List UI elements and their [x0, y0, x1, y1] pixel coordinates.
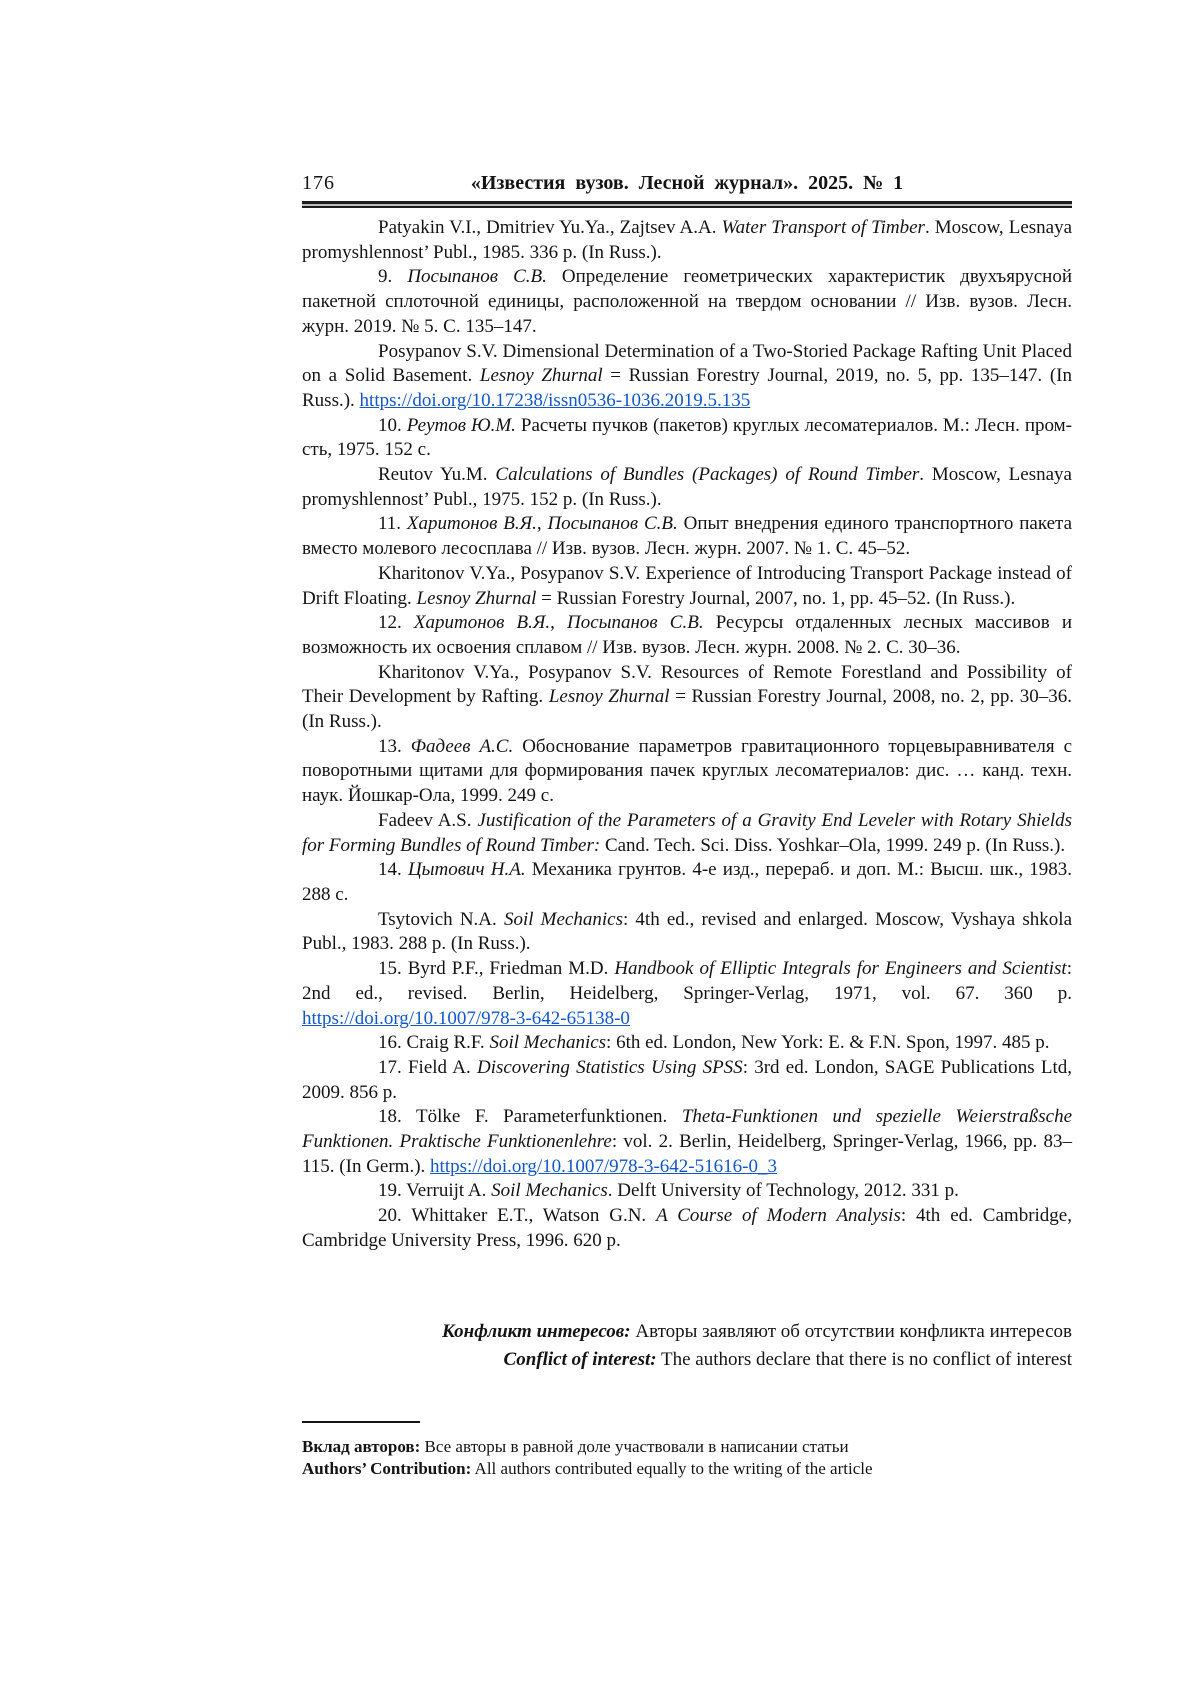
- footnote-rule: [302, 1421, 420, 1423]
- reference-paragraph: [302, 463, 1072, 512]
- contribution-en-label: Authors’ Contribution:: [302, 1458, 472, 1478]
- reference-italic-text: Цытович Н.А.: [407, 859, 526, 881]
- contribution-en-line: [302, 1458, 1092, 1480]
- reference-text: Posypanov S.V. Dimensional Determination of a Two-Storied Package Rafting Unit Placed on a Solid Basement.: [302, 340, 1072, 387]
- conflict-en-label: Conflict of interest:: [503, 1349, 657, 1370]
- reference-italic-text: Water Transport of Timber: [721, 217, 925, 238]
- reference-paragraph: [302, 562, 1072, 611]
- reference-text: . Moscow, Lesnaya promyshlennost’ Publ., 1985. 336 p. (In Russ.).: [302, 217, 1073, 263]
- authors-contribution-block: [302, 1436, 1092, 1479]
- reference-italic-text: Theta-Funktionen und spezielle Weierstraßsche Funktionen. Praktische Funktionenlehre: [302, 1106, 1072, 1153]
- reference-paragraph: [302, 1105, 1072, 1179]
- reference-paragraph: [302, 265, 1072, 339]
- reference-text: 17. Field A.: [378, 1056, 477, 1078]
- reference-text: 14.: [378, 859, 408, 881]
- reference-italic-text: Soil Mechanics: [503, 908, 623, 930]
- reference-paragraph: [302, 340, 1072, 414]
- reference-italic-text: Посыпанов С.В.: [407, 266, 547, 288]
- reference-paragraph: [302, 1204, 1072, 1253]
- reference-paragraph: [302, 735, 1072, 809]
- reference-paragraph: [302, 1056, 1072, 1105]
- reference-italic-text: A Course of Modern Analysis: [656, 1205, 901, 1227]
- reference-text: 10.: [378, 414, 407, 436]
- reference-paragraph: [302, 611, 1072, 660]
- reference-italic-text: Soil Mechanics: [489, 1032, 607, 1054]
- reference-italic-text: Lesnoy Zhurnal: [479, 365, 603, 387]
- reference-paragraph: [302, 661, 1072, 735]
- reference-paragraph: [302, 414, 1072, 463]
- reference-paragraph: [302, 1031, 1072, 1056]
- page-header: [302, 170, 1072, 196]
- reference-text: 9.: [378, 266, 408, 288]
- reference-text: . Moscow, Lesnaya promyshlennost’ Publ., 1975. 152 p. (In Russ.).: [302, 464, 1072, 510]
- reference-text: 20. Whittaker E.T., Watson G.N.: [378, 1205, 657, 1227]
- conflict-en-text: The authors declare that there is no conflict of interest: [661, 1349, 1072, 1370]
- reference-paragraph: [302, 216, 1072, 265]
- reference-text: Обоснование параметров гравитационного торцевыравнивателя с поворотными щитами для формирования пачек круглых лесоматериалов: дис. … канд. техн. наук. Йошкар-Ола, 1999. 249 с.: [302, 735, 1073, 807]
- reference-text: 18. Tölke F. Parameterfunktionen.: [378, 1106, 682, 1128]
- conflict-ru-label: Конфликт интересов:: [442, 1321, 631, 1342]
- reference-text: : 3rd ed. London, SAGE Publications Ltd, 2009. 856 p.: [302, 1056, 1072, 1103]
- conflict-ru-line: [302, 1318, 1072, 1346]
- reference-text: Tsytovich N.A.: [378, 908, 504, 930]
- reference-text: 11.: [378, 513, 407, 535]
- doi-link[interactable]: https://doi.org/10.1007/978-3-642-51616-0_3: [430, 1155, 777, 1177]
- reference-text: Fadeev A.S.: [378, 809, 478, 831]
- contribution-ru-line: [302, 1436, 1092, 1458]
- reference-italic-text: Реутов Ю.М.: [406, 414, 516, 436]
- reference-text: 12.: [378, 612, 414, 634]
- reference-text: 15. Byrd P.F., Friedman M.D.: [378, 958, 615, 980]
- reference-text: Ресурсы отдаленных лесных массивов и возможность их освоения сплавом // Изв. вузов. Лесн. журн. 2008. № 2. С. 30–36.: [302, 612, 1072, 658]
- reference-paragraph: [302, 1179, 1072, 1204]
- reference-italic-text: Calculations of Bundles (Packages) of Round Timber: [495, 464, 920, 486]
- reference-italic-text: Фадеев А.С.: [410, 735, 514, 757]
- reference-text: : 4th ed. Cambridge, Cambridge University Press, 1996. 620 p.: [302, 1205, 1072, 1251]
- contribution-en-text: All authors contributed equally to the writing of the article: [474, 1458, 873, 1478]
- header-rule: [302, 201, 1072, 208]
- reference-text: Patyakin V.I., Dmitriev Yu.Ya., Zajtsev A.A.: [378, 217, 722, 238]
- reference-text: Расчеты пучков (пакетов) круглых лесоматериалов. М.: Лесн. пром-сть, 1975. 152 с.: [302, 414, 1072, 461]
- reference-text: : 2nd ed., revised. Berlin, Heidelberg, Springer-Verlag, 1971, vol. 67. 360 p.: [302, 958, 1072, 1004]
- conflict-ru-text: Авторы заявляют об отсутствии конфликта интересов: [635, 1321, 1072, 1342]
- contribution-ru-label: Вклад авторов:: [302, 1437, 421, 1456]
- page-number: 176: [302, 172, 335, 194]
- doi-link[interactable]: https://doi.org/10.1007/978-3-642-65138-0: [302, 1007, 630, 1029]
- reference-text: = Russian Forestry Journal, 2008, no. 2, pp. 30–36. (In Russ.).: [302, 686, 1072, 733]
- reference-text: : 4th ed., revised and enlarged. Moscow, Vyshaya shkola Publ., 1983. 288 p. (In Russ.).: [302, 908, 1073, 955]
- reference-italic-text: Харитонов В.Я., Посыпанов С.В.: [413, 612, 704, 634]
- reference-italic-text: Lesnoy Zhurnal: [416, 587, 537, 609]
- reference-text: Cand. Tech. Sci. Diss. Yoshkar–Ola, 1999. 249 p. (In Russ.).: [600, 834, 1066, 856]
- reference-text: Kharitonov V.Ya., Posypanov S.V. Resources of Remote Forestland and Possibility of Their Development by Rafting.: [302, 661, 1072, 708]
- reference-text: Опыт внедрения единого транспортного пакета вместо молевого лесосплава // Изв. вузов. Лесн. журн. 2007. № 1. С. 45–52.: [302, 513, 1073, 560]
- reference-italic-text: Soil Mechanics: [491, 1180, 608, 1202]
- reference-paragraph: [302, 957, 1072, 1031]
- conflict-en-line: [302, 1346, 1072, 1374]
- reference-text: : vol. 2. Berlin, Heidelberg, Springer-Verlag, 1966, pp. 83–115. (In Germ.).: [302, 1131, 1072, 1177]
- reference-italic-text: Lesnoy Zhurnal: [548, 686, 670, 708]
- reference-text: = Russian Forestry Journal, 2019, no. 5, pp. 135–147. (In Russ.).: [302, 365, 1072, 411]
- reference-paragraph: [302, 809, 1072, 858]
- reference-text: Определение геометрических характеристик двухъярусной пакетной сплоточной единицы, расположенной на твердом основании // Изв. вузов. Лесн. журн. 2019. № 5. С. 135–147.: [302, 266, 1073, 337]
- reference-text: : 6th ed. London, New York: E. & F.N. Spon, 1997. 485 p.: [606, 1032, 1050, 1054]
- contribution-ru-text: Все авторы в равной доле участвовали в написании статьи: [424, 1437, 849, 1456]
- doi-link[interactable]: https://doi.org/10.17238/issn0536-1036.2019.5.135: [359, 389, 751, 411]
- reference-italic-text: Discovering Statistics Using SPSS: [476, 1056, 743, 1078]
- reference-text: 16. Craig R.F.: [378, 1032, 490, 1054]
- reference-text: = Russian Forestry Journal, 2007, no. 1, pp. 45–52. (In Russ.).: [536, 587, 1016, 609]
- reference-paragraph: [302, 512, 1072, 561]
- reference-text: 13.: [378, 735, 411, 757]
- reference-italic-text: Харитонов В.Я., Посыпанов С.В.: [406, 513, 678, 535]
- reference-text: 19. Verruijt A.: [378, 1180, 492, 1202]
- reference-text: Reutov Yu.M.: [378, 464, 496, 486]
- journal-header-title: «Известия вузов. Лесной журнал». 2025. № 1: [470, 172, 904, 194]
- conflict-of-interest-block: [302, 1318, 1072, 1374]
- reference-text: . Delft University of Technology, 2012. 331 p.: [607, 1180, 959, 1202]
- reference-italic-text: Justification of the Parameters of a Gravity End Leveler with Rotary Shields for Forming Bundles of Round Timber:: [302, 809, 1072, 856]
- reference-text: Kharitonov V.Ya., Posypanov S.V. Experience of Introducing Transport Package instead of Drift Floating.: [302, 562, 1072, 609]
- reference-paragraph: [302, 858, 1072, 907]
- reference-paragraph: [302, 908, 1072, 957]
- reference-text: Механика грунтов. 4-е изд., перераб. и доп. М.: Высш. шк., 1983. 288 с.: [302, 859, 1073, 905]
- references-list: [302, 216, 1072, 1254]
- reference-italic-text: Handbook of Elliptic Integrals for Engineers and Scientist: [614, 958, 1067, 980]
